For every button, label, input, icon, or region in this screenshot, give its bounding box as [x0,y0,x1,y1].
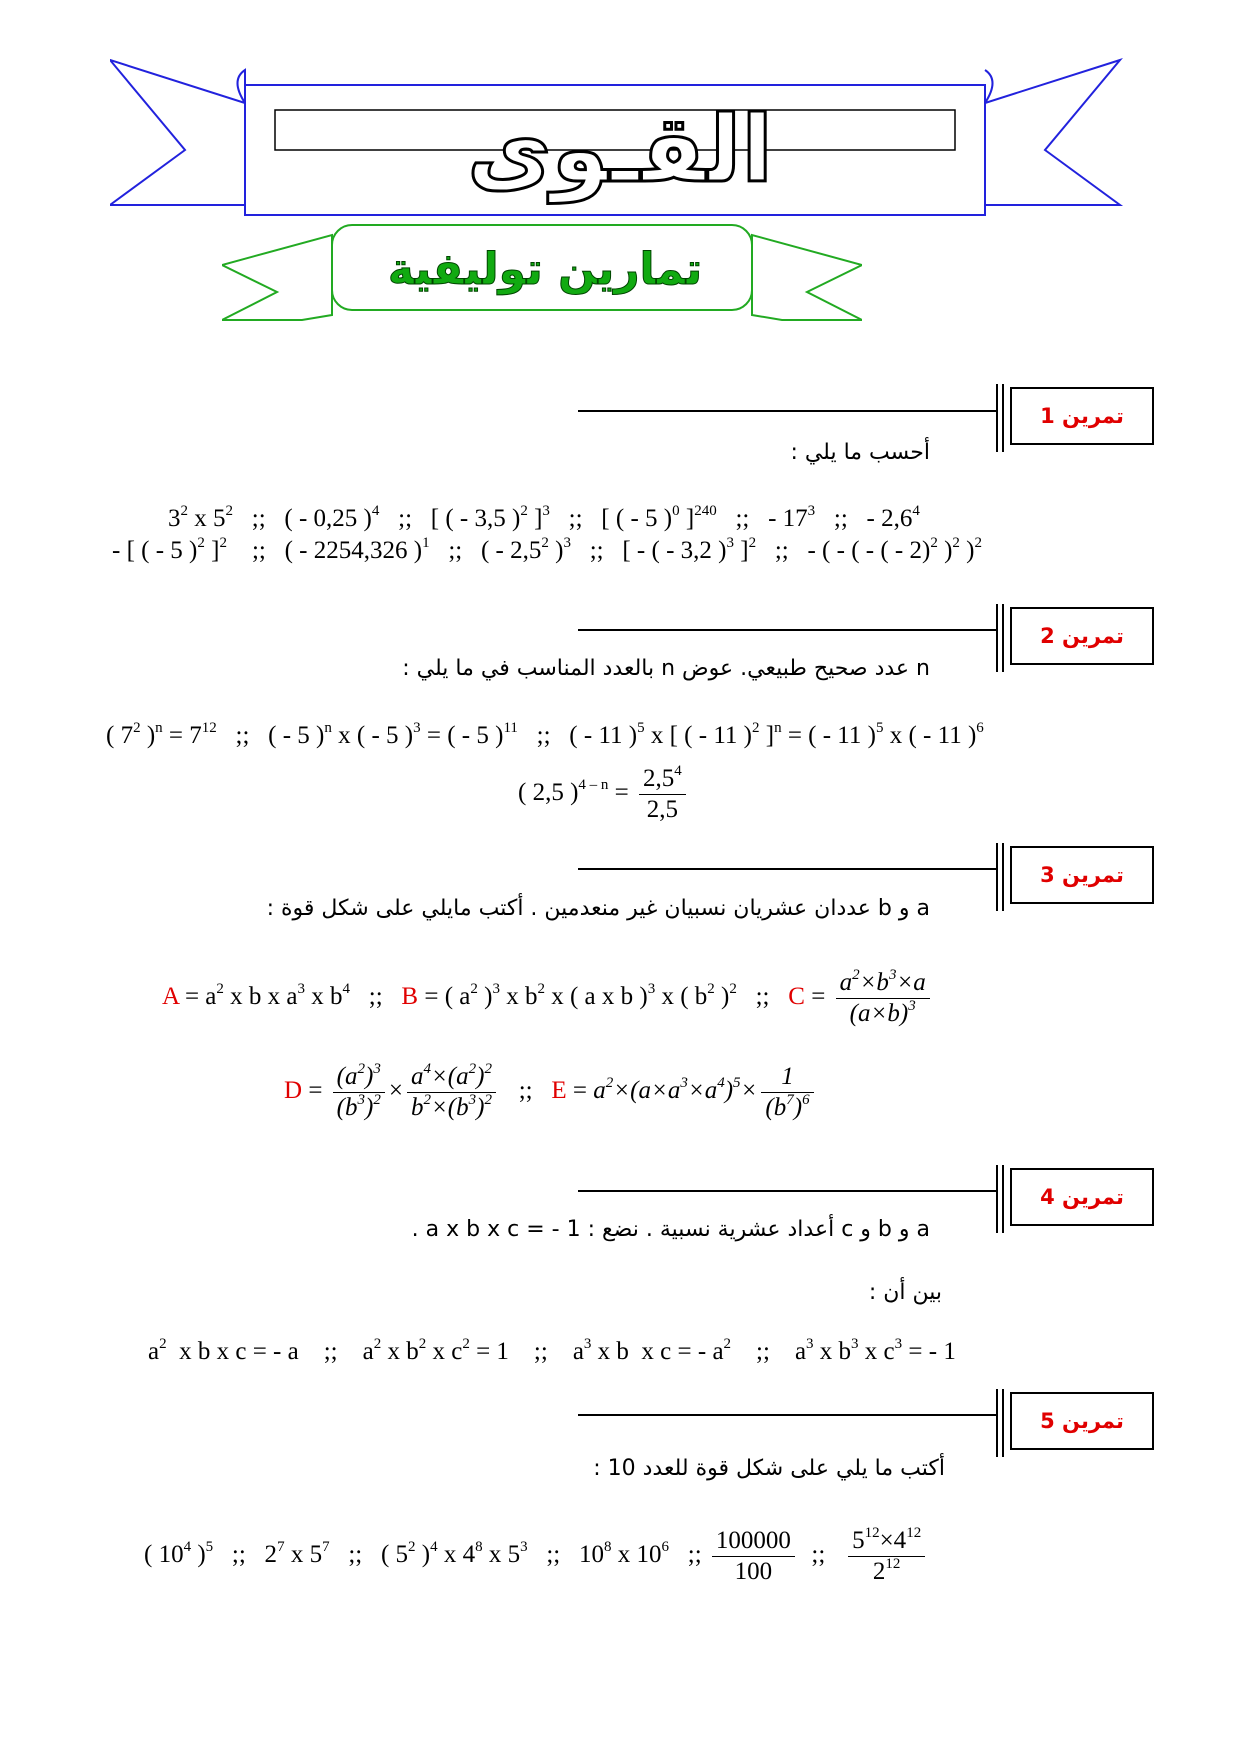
exercise-5-label: تمرين 5 [1010,1392,1154,1450]
banner-title: القـوى [467,96,773,203]
exercise-4-label: تمرين 4 [1010,1168,1154,1226]
exercise-5-fraction-2: $\frac{5^{12}\times 4^{12}}{2^{12}}$ [848,1526,925,1587]
exercise-5-fraction-1: $\frac{100000}{100}$ [712,1526,795,1587]
exercise-1-line-2: - [ ( - 5 )$^2$ ]$^2$ ;; ( - 2254,326 )$^1$ ;; ( - $2,5^2$ )$^3$ ;; [ - ( - 3,2 )$^3$ ]$^2$ ;; - ( - ( - ( - 2)$^2$ )$^2$ )$^2$ [112,535,982,564]
exercise-3-line-2: D = $\frac{(a^2)^3}{(b^3)^2}$ × $\frac{a^4\times(a^2)^2}{b^2\times(b^3)^2}$ ;; $E = a^2\times(a\times a^3\times a^4)^5\times$ $\frac{1}{(b^7)^6}$ [284,1062,818,1123]
fraction-c: $\frac{a^2\times b^3\times a}{(a\times b)^3}$ [836,968,930,1029]
exercise-2-line-2: ( 2,5 )$^{4 - n}$ = $\frac{2,5^4}{2,5}$ [518,764,690,825]
exercise-2-label: تمرين 2 [1010,607,1154,665]
banner-subtitle: تمارين توليفية [387,244,703,295]
exercise-1-instruction: أحسب ما يلي : [790,440,930,465]
exercise-2-instruction: n عدد صحيح طبيعي. عوض n بالعدد المناسب في ما يلي : [402,656,930,681]
exercise-3-instruction: a و b عددان عشريان نسبيان غير منعدمين . أكتب مايلي على شكل قوة : [266,896,930,921]
exercise-2-rule [578,629,998,631]
exercise-3-line-1: $A = a^2$ x b x $a^3$ x $b^4$ ;; B = ( $a^2$ )$^3$ x $b^2$ x ( a x b )$^3$ x ( $b^2$ )$^2$ ;; C = $\frac{a^2\times b^3\times a}{(a\times b)^3}$ [162,968,934,1029]
exercise-1-vrule [996,384,998,452]
exercise-4-instruction: a و b و c أعداد عشرية نسبية . نضع : a x b x c = - 1 . [411,1217,930,1242]
exercise-4-rule [578,1190,998,1192]
exercise-5-rule [578,1414,998,1416]
exercise-4-show: بين أن : [868,1280,942,1305]
exercise-5-instruction: أكتب ما يلي على شكل قوة للعدد 10 : [593,1456,945,1481]
exercise-2-line-1: ( $7^2$ )$^n = 7^{12}$ ;; ( - 5 )$^n$ x ( - 5 )$^3$ = ( - 5 )$^{11}$ ;; ( - 11 )$^5$ x [ ( - 11 )$^2$ ]$^n$ = ( - 11 )$^5$ x ( - 11 )$^6$ [106,720,984,749]
exercise-3-label: تمرين 3 [1010,846,1154,904]
exercise-1-label: تمرين 1 [1010,387,1154,445]
exercise-2-fraction: $\frac{2,5^4}{2,5}$ [639,764,686,825]
exercise-4-line-1: $a^2$ x b x c = - a ;; $a^2$ x $b^2$ x $c^2 = 1$ ;; $a^3$ x b x c = - $a^2$ ;; $a^3$ x $b^3$ x $c^3$ = - 1 [148,1336,956,1365]
exercise-1-line-1: $3^2$ x $5^2$ ;; ( - 0,25 )$^4$ ;; [ ( - 3,5 )$^2$ ]$^3$ ;; [ ( - 5 )$^0$ ]$^{240}$ ;; - $17^3$ ;; - $2,6^4$ [168,503,920,532]
exercise-5-line-1: ( $10^4$ )$^5$ ;; $2^7$ x $5^7$ ;; ( $5^2$ )$^4$ x $4^8$ x $5^3$ ;; $10^8$ x $10^6$ ;; $\frac{100000}{100}$ ;; $\frac{5^{12}\times 4^{12}}{2^{12}}$ [144,1526,929,1587]
exercise-3-rule [578,868,998,870]
exercise-1-rule [578,410,998,412]
